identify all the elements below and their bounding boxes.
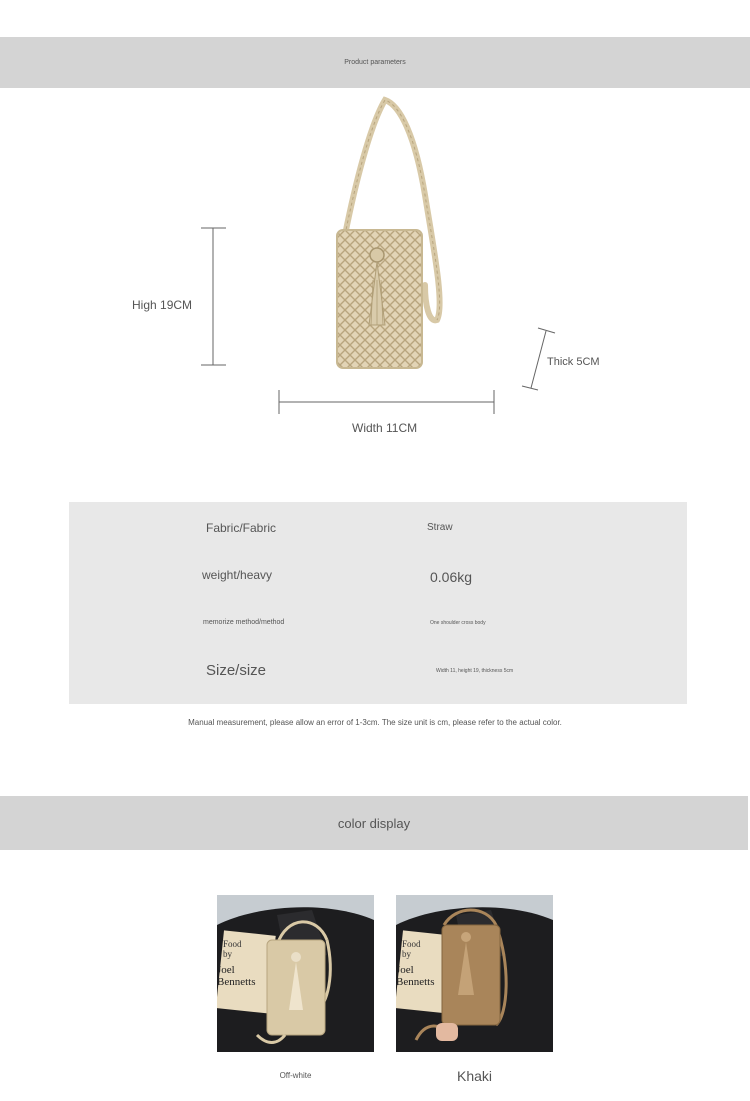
height-dimension-label: High 19CM	[132, 298, 193, 312]
param-name-size: Size/size	[206, 662, 267, 679]
color-photo-khaki[interactable]	[396, 895, 553, 1052]
width-dimension-label: Width 11CM	[352, 421, 418, 435]
book-text-line1: Food	[402, 939, 421, 949]
param-value-weight: 0.06kg	[430, 569, 473, 585]
param-name-fabric: Fabric/Fabric	[206, 521, 277, 535]
product-parameters-title: Product parameters	[344, 59, 406, 66]
book-text-line4: Bennetts	[396, 976, 435, 988]
book-text-line2: by	[223, 949, 232, 959]
color-display-title: color display	[337, 815, 411, 831]
bag-swatch-khaki	[442, 925, 500, 1025]
param-name-weight: weight/heavy	[202, 568, 273, 582]
color-caption-khaki: Khaki	[456, 1068, 493, 1084]
color-caption-off-white: Off-white	[279, 1071, 312, 1080]
parameters-table	[69, 502, 687, 704]
param-value-method: One shoulder cross body	[430, 620, 486, 626]
color-display-header	[0, 796, 748, 850]
param-name-method: memorize method/method	[203, 619, 285, 626]
book-text-line3: Joel	[217, 964, 235, 976]
product-parameters-header	[0, 37, 750, 88]
book-text-line1: Food	[223, 939, 242, 949]
measurement-note: Manual measurement, please allow an error of 1-3cm. The size unit is cm, please refer to the actual color.	[188, 718, 562, 727]
straw-bag-illustration	[325, 95, 455, 375]
thickness-dimension-label: Thick 5CM	[547, 356, 600, 368]
param-value-size: Width 11, height 19, thickness 5cm	[436, 668, 514, 674]
param-value-fabric: Straw	[427, 522, 453, 533]
color-photo-off-white[interactable]	[217, 895, 374, 1052]
book-text-line2: by	[402, 949, 411, 959]
book-text-line3: Joel	[396, 964, 414, 976]
book-text-line4: Bennetts	[217, 976, 256, 988]
